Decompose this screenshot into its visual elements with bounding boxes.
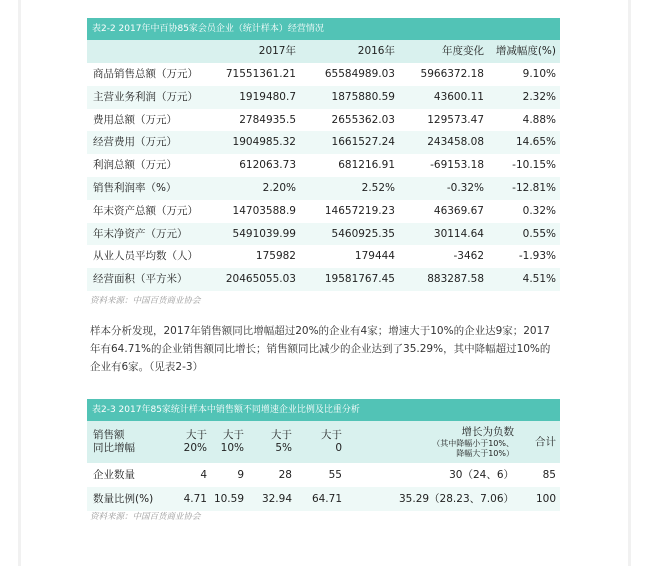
table-cell: 43600.11 [433, 90, 484, 103]
table-2-2 [87, 18, 560, 291]
header-cell: 年度变化 [442, 45, 484, 57]
table-cell: 28 [278, 469, 292, 481]
table-cell: 10.59 [213, 493, 244, 505]
header-cell [292, 421, 342, 463]
table-cell: 2655362.03 [331, 113, 395, 126]
row-label: 从业人员平均数（人） [93, 250, 198, 263]
table-2-2-source: 资料来源：中国百货商业协会 [90, 296, 201, 306]
table-cell: 129573.47 [427, 113, 484, 126]
header-text: 大于 [271, 429, 292, 441]
table-row [87, 177, 560, 200]
table-cell: 0.55% [522, 227, 556, 240]
table-cell: 1919480.7 [239, 90, 296, 103]
table-cell: 2.32% [522, 90, 556, 103]
row-label: 经营费用（万元） [93, 136, 177, 149]
table-2-2-header-row [87, 40, 560, 63]
page-edge-right [628, 0, 631, 566]
header-text: 大于 [223, 429, 244, 441]
table-2-3 [87, 399, 560, 511]
table-cell: -12.81% [512, 181, 556, 194]
table-cell: 35.29（28.23、7.06） [399, 493, 514, 505]
table-cell: 30（24、6） [449, 469, 514, 481]
table-cell: -1.93% [518, 250, 556, 263]
table-cell: 2784935.5 [239, 113, 296, 126]
table-cell: 14703588.9 [232, 204, 296, 217]
table-cell: -10.15% [512, 159, 556, 172]
header-text: 大于 [186, 429, 207, 441]
table-cell: 4.71 [183, 493, 207, 505]
header-subtext: 降幅大于10%） [456, 448, 514, 458]
header-text: 20% [183, 442, 207, 454]
table-cell: 175982 [255, 250, 296, 263]
header-cell [167, 421, 207, 463]
analysis-paragraph: 样本分析发现，2017年销售额同比增幅超过20%的企业有4家；增速大于10%的企业达9家；2017年有64.71%的企业销售额同比增长；销售额同比减少的企业达到了35.29%，其中降幅超过10%的企业有6家。（见表2-3） [90, 325, 551, 373]
table-row [87, 154, 560, 177]
table-cell: 5491039.99 [232, 227, 296, 240]
table-cell: 14.65% [515, 136, 556, 149]
table-cell: -3462 [453, 250, 484, 263]
header-text: 销售额 [93, 429, 125, 441]
table-row [87, 268, 560, 291]
table-cell: 30114.64 [433, 227, 484, 240]
table-cell: 14657219.23 [324, 204, 395, 217]
table-cell: 179444 [354, 250, 395, 263]
table-cell: 1661527.24 [331, 136, 395, 149]
row-label: 费用总额（万元） [93, 113, 177, 126]
table-2-3-caption: 表2-3 2017年85家统计样本中销售额不同增速企业比例及比重分析 [87, 399, 560, 421]
table-row [87, 223, 560, 246]
table-row [87, 487, 560, 511]
table-cell: 100 [535, 493, 556, 505]
table-row [87, 63, 560, 86]
table-cell: 1904985.32 [232, 136, 296, 149]
table-row [87, 131, 560, 154]
table-cell: 65584989.03 [324, 68, 395, 80]
table-cell: 71551361.21 [225, 68, 296, 80]
table-cell: 9 [237, 469, 244, 481]
row-label: 销售利润率（%） [93, 181, 177, 194]
table-cell: 4.51% [522, 273, 556, 286]
row-label: 企业数量 [93, 469, 135, 481]
table-cell: 681216.91 [338, 159, 395, 172]
row-label: 年末资产总额（万元） [93, 204, 198, 217]
table-row [87, 86, 560, 109]
row-label: 年末净资产（万元） [93, 227, 188, 240]
table-cell: 19581767.45 [324, 273, 395, 286]
row-label: 数量比例(%) [93, 493, 154, 505]
header-cell: 2016年 [357, 45, 395, 57]
table-row [87, 463, 560, 487]
table-cell: 32.94 [261, 493, 292, 505]
header-subtext: （其中降幅小于10%、 [432, 438, 514, 448]
table-cell: 243458.08 [427, 136, 484, 149]
header-text: 同比增幅 [93, 442, 135, 454]
table-cell: 2.20% [262, 181, 296, 194]
table-cell: -0.32% [446, 181, 484, 194]
table-cell: 5966372.18 [420, 68, 484, 80]
header-text: 0 [335, 442, 342, 454]
header-cell: 2017年 [258, 45, 296, 57]
table-cell: 883287.58 [427, 273, 484, 286]
header-text: 增长为负数 [461, 425, 514, 438]
header-text: 10% [220, 442, 244, 454]
table-cell: 4 [200, 469, 207, 481]
header-text: 大于 [321, 429, 342, 441]
header-text: 合计 [535, 435, 556, 448]
header-cell [342, 421, 514, 463]
header-cell [207, 421, 244, 463]
row-label: 商品销售总额（万元） [93, 68, 198, 80]
table-cell: 1875880.59 [331, 90, 395, 103]
table-cell: -69153.18 [430, 159, 484, 172]
header-cell [244, 421, 292, 463]
table-cell: 2.52% [361, 181, 395, 194]
page-edge-left [18, 0, 21, 566]
table-2-3-source: 资料来源：中国百货商业协会 [90, 512, 201, 522]
row-label: 主营业务利润（万元） [93, 90, 198, 103]
table-cell: 0.32% [522, 204, 556, 217]
table-cell: 55 [328, 469, 342, 481]
table-cell: 20465055.03 [225, 273, 296, 286]
table-row [87, 109, 560, 132]
header-cell [514, 421, 560, 463]
row-label: 利润总额（万元） [93, 159, 177, 172]
header-text: 5% [275, 442, 292, 454]
table-2-2-caption: 表2-2 2017年中百协85家会员企业（统计样本）经营情况 [87, 18, 560, 40]
table-row [87, 200, 560, 223]
header-cell [87, 40, 211, 63]
table-cell: 5460925.35 [331, 227, 395, 240]
table-cell: 85 [542, 469, 556, 481]
table-2-3-header-row [87, 421, 560, 463]
table-cell: 612063.73 [239, 159, 296, 172]
header-cell [87, 421, 167, 463]
table-cell: 46369.67 [433, 204, 484, 217]
table-row [87, 245, 560, 268]
table-cell: 9.10% [522, 68, 556, 80]
row-label: 经营面积（平方米） [93, 273, 188, 286]
header-cell: 增减幅度(%) [495, 45, 556, 57]
table-cell: 64.71 [311, 493, 342, 505]
table-cell: 4.88% [522, 113, 556, 126]
